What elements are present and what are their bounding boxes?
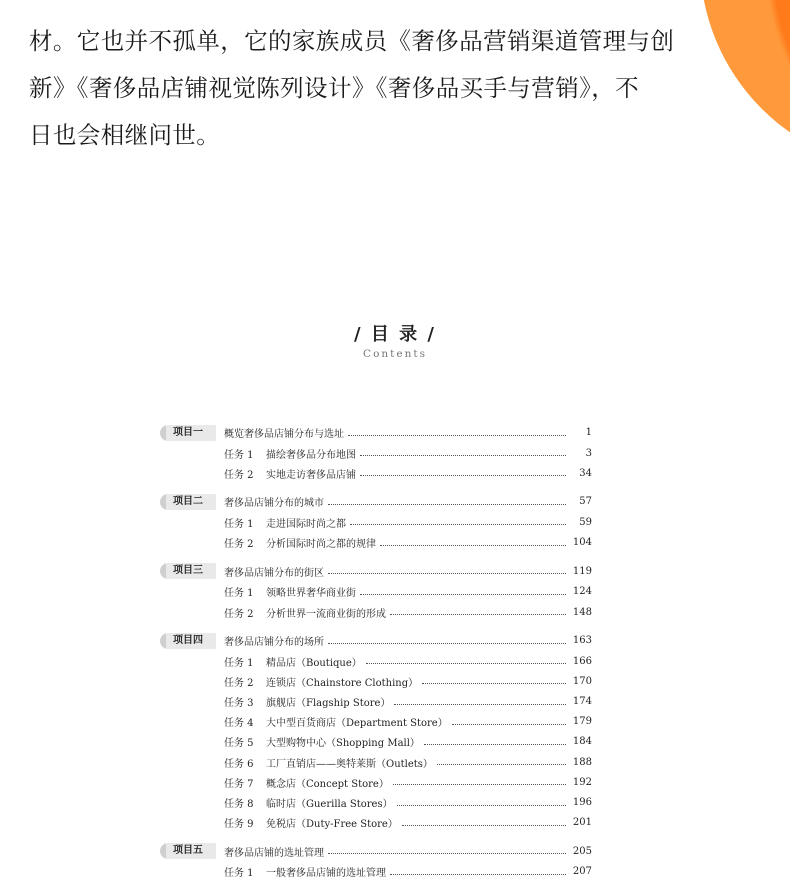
project-label: 项目四 — [160, 633, 216, 649]
dot-leader — [328, 572, 566, 574]
toc-task-row[interactable] — [160, 651, 592, 671]
page-number: 179 — [572, 716, 592, 728]
task-title: 领略世界奢华商业街 — [266, 588, 356, 600]
task-title: 临时店（Guerilla Stores） — [266, 799, 393, 811]
dot-leader — [328, 642, 566, 644]
dot-leader — [348, 434, 566, 436]
dot-leader — [393, 783, 566, 785]
task-title: 连锁店（Chainstore Clothing） — [266, 677, 419, 689]
toc-project — [160, 422, 592, 483]
dot-leader — [360, 474, 566, 476]
page-number: 196 — [572, 797, 592, 809]
page-number: 1 — [585, 427, 592, 438]
task-title: 概念店（Concept Store） — [266, 778, 389, 790]
page-number: 205 — [572, 845, 592, 857]
toc-task-row[interactable] — [160, 512, 592, 532]
orange-arc-decoration — [700, 0, 790, 170]
task-title: 描绘奢侈品分布地图 — [266, 449, 356, 461]
task-title: 免税店（Duty-Free Store） — [266, 819, 398, 831]
dot-leader — [424, 743, 566, 745]
toc-task-row[interactable] — [160, 813, 592, 833]
dot-leader — [366, 662, 566, 664]
task-number: 任务 7 — [224, 778, 254, 790]
intro-line: 新》《奢侈品店铺视觉陈列设计》《奢侈品买手与营销》，不 — [29, 74, 640, 102]
dot-leader — [402, 824, 566, 826]
dot-leader — [437, 763, 566, 765]
toc-task-row[interactable] — [160, 792, 592, 812]
task-title: 走进国际时尚之都 — [266, 518, 346, 530]
toc-project-row[interactable] — [160, 561, 592, 582]
toc-title: / 目 录 / — [354, 324, 436, 345]
task-number: 任务 1 — [224, 588, 254, 600]
task-title: 大中型百货商店（Department Store） — [266, 718, 448, 730]
toc-task-row[interactable] — [160, 582, 592, 602]
task-number: 任务 6 — [224, 758, 254, 770]
dot-leader — [422, 682, 566, 684]
project-title: 奢侈品店铺分布的城市 — [224, 498, 324, 510]
task-title: 工厂直销店——奥特莱斯（Outlets） — [266, 758, 433, 770]
toc-project-row[interactable] — [160, 491, 592, 512]
toc-task-row[interactable] — [160, 712, 592, 732]
page-number: 148 — [572, 606, 592, 618]
task-title: 分析国际时尚之都的规律 — [266, 539, 376, 551]
toc-task-row[interactable] — [160, 671, 592, 691]
task-number: 任务 2 — [224, 469, 254, 481]
toc-task-row[interactable] — [160, 732, 592, 752]
toc-project-row[interactable] — [160, 630, 592, 651]
page-number: 166 — [572, 655, 592, 667]
page-number: 201 — [572, 817, 592, 829]
page-number: 34 — [579, 467, 592, 479]
dot-leader — [397, 804, 566, 806]
project-label: 项目三 — [160, 563, 216, 579]
project-label: 项目五 — [160, 843, 216, 859]
task-number: 任务 5 — [224, 738, 254, 750]
dot-leader — [328, 852, 566, 854]
page-number: 3 — [585, 447, 592, 459]
project-title: 奢侈品店铺分布的街区 — [224, 567, 324, 579]
page-number: 170 — [572, 675, 592, 687]
task-number: 任务 1 — [224, 518, 254, 530]
page-number: 207 — [572, 866, 592, 878]
dot-leader — [390, 613, 566, 615]
task-title: 分析世界一流商业街的形成 — [266, 608, 386, 620]
task-number: 任务 9 — [224, 819, 254, 831]
page-number: 188 — [572, 756, 592, 768]
table-of-contents — [160, 422, 592, 890]
task-number: 任务 3 — [224, 698, 254, 710]
toc-project-row[interactable] — [160, 422, 592, 443]
task-number: 任务 4 — [224, 718, 254, 730]
project-title: 概览奢侈品店铺分布与选址 — [224, 429, 344, 440]
intro-line: 日也会相继问世。 — [29, 121, 221, 149]
task-number: 任务 2 — [224, 677, 254, 689]
toc-project — [160, 630, 592, 833]
task-number: 任务 8 — [224, 799, 254, 811]
dot-leader — [350, 523, 566, 525]
page-number: 124 — [572, 586, 592, 598]
toc-task-row[interactable] — [160, 533, 592, 553]
task-number: 任务 1 — [224, 449, 254, 461]
dot-leader — [390, 873, 566, 875]
task-number: 任务 2 — [224, 608, 254, 620]
toc-task-row[interactable] — [160, 862, 592, 882]
task-title: 大型购物中心（Shopping Mall） — [266, 738, 420, 750]
page-number: 184 — [572, 736, 592, 748]
toc-task-row[interactable] — [160, 752, 592, 772]
toc-project — [160, 491, 592, 552]
page-number: 119 — [572, 565, 592, 577]
project-title: 奢侈品店铺分布的场所 — [224, 637, 324, 649]
task-title: 旗舰店（Flagship Store） — [266, 698, 391, 710]
page-number: 192 — [572, 776, 592, 788]
dot-leader — [380, 544, 566, 546]
toc-task-row[interactable] — [160, 772, 592, 792]
dot-leader — [360, 454, 566, 456]
task-title: 精品店（Boutique） — [266, 657, 362, 669]
toc-project-row[interactable] — [160, 841, 592, 862]
toc-task-row[interactable] — [160, 692, 592, 712]
dot-leader — [394, 703, 566, 705]
page-number: 59 — [579, 516, 592, 528]
toc-task-row[interactable] — [160, 602, 592, 622]
intro-line: 材。它也并不孤单，它的家族成员《奢侈品营销渠道管理与创 — [29, 27, 675, 55]
toc-project — [160, 841, 592, 882]
task-number: 任务 1 — [224, 868, 254, 880]
toc-task-row[interactable] — [160, 443, 592, 463]
toc-subtitle: Contents — [363, 348, 427, 360]
dot-leader — [328, 503, 566, 505]
page-number: 57 — [579, 496, 592, 508]
intro-paragraph — [29, 18, 701, 159]
project-label: 项目二 — [160, 494, 216, 510]
page-number: 174 — [572, 696, 592, 708]
toc-task-row[interactable] — [160, 463, 592, 483]
page-number: 104 — [572, 537, 592, 549]
task-number: 任务 2 — [224, 539, 254, 551]
task-title: 一般奢侈品店铺的选址管理 — [266, 868, 386, 880]
page-number: 163 — [572, 635, 592, 647]
project-title: 奢侈品店铺的选址管理 — [224, 847, 324, 859]
toc-project — [160, 561, 592, 622]
dot-leader — [360, 593, 566, 595]
task-number: 任务 1 — [224, 657, 254, 669]
task-title: 实地走访奢侈品店铺 — [266, 469, 356, 481]
dot-leader — [452, 723, 566, 725]
project-label: 项目一 — [160, 425, 216, 441]
